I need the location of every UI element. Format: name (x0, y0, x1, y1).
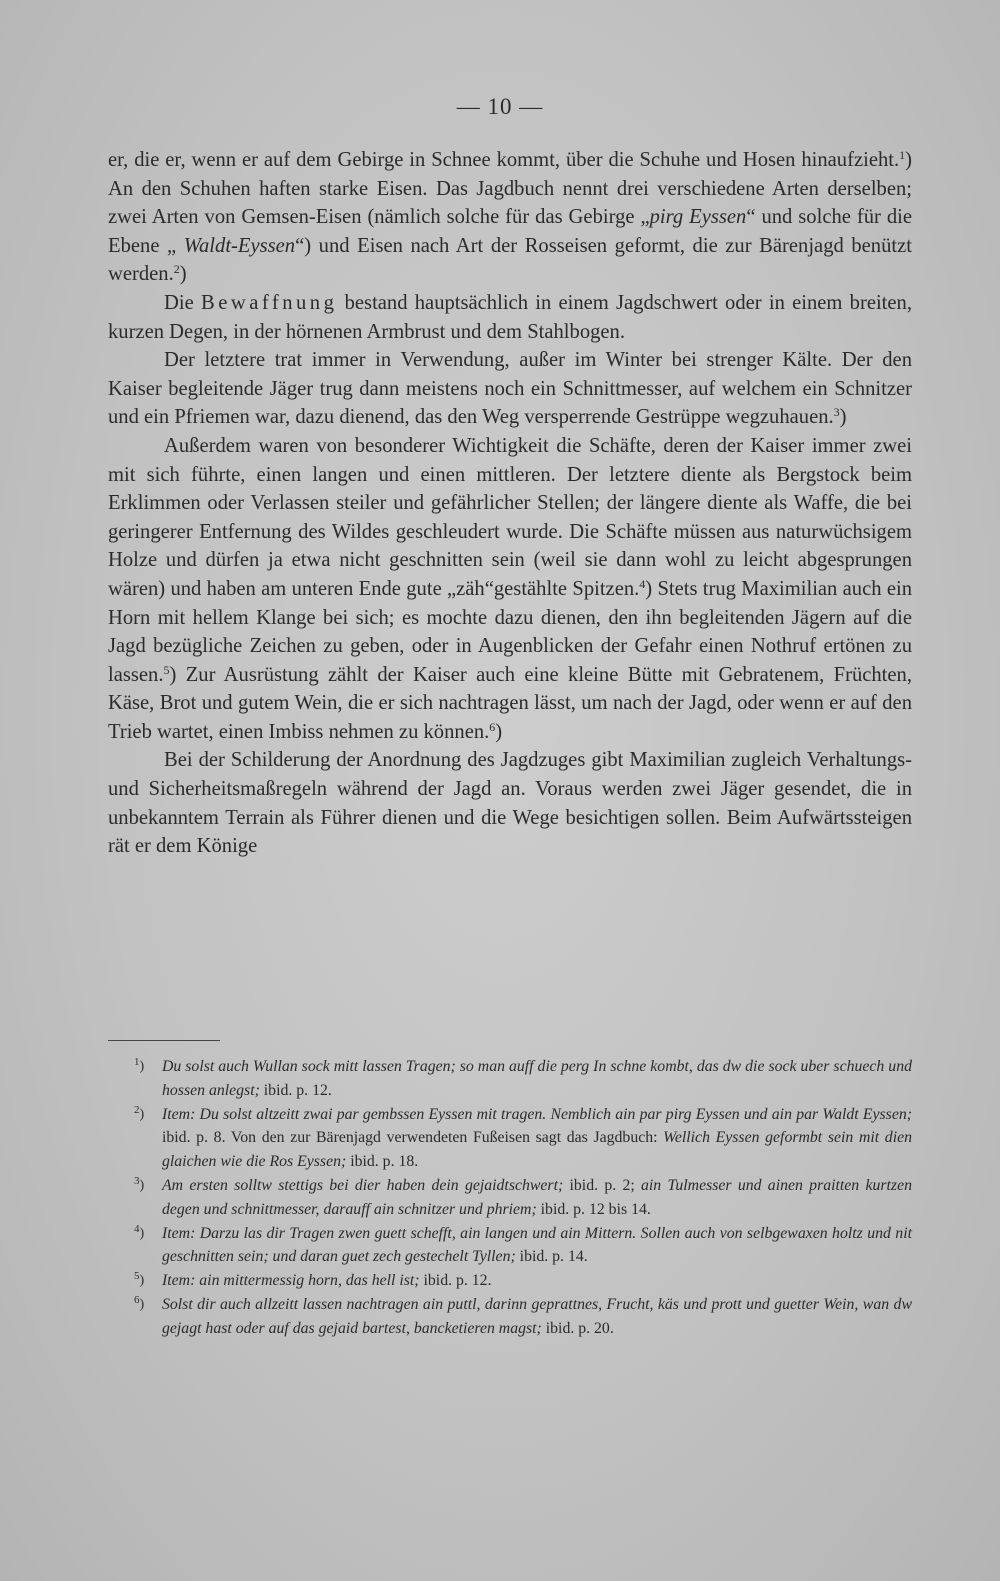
footnote-marker-number: 6 (134, 1293, 140, 1306)
italic-quote: Am ersten solltw stettigs bei dier haben dein gejaidtschwert; (162, 1176, 564, 1194)
footnote-marker: $^4$) (134, 1222, 145, 1241)
text-run: ) Stets trug Maximilian auch ein Horn mit hellem Klange bei sich; es mochte dazu dienen, den ihn begleitenden Jägern auf die Jagd bezügliche Zeichen zu geben, oder in Augenblicken der Gefahr einen Nothruf ertönen zu lassen. (108, 577, 912, 686)
footnote-ref: 4 (639, 576, 646, 591)
italic-quote: Item: Darzu las dir Tragen zwen guett schefft, ain langen und ain Mittern. Sollen auch von selbgewaxen holtz und nit geschnitten sein; und daran guet zech gestechelt Tyllen; (162, 1224, 912, 1266)
spaced-emphasis: Bewaffnung (200, 291, 338, 314)
text-run: ) An den Schuhen haften starke Eisen. Das Jagdbuch nennt drei verschiedene Arten derselben; zwei Arten von Gemsen-Eisen (nämlich solche für das Gebirge „ (108, 149, 912, 229)
text-run: ibid. p. 12. (419, 1272, 492, 1290)
paragraph-5 (108, 746, 912, 860)
paragraph-1 (108, 146, 912, 289)
text-run: Bei der Schilderung der Anordnung des Jagdzuges gibt Maximilian zugleich Verhaltungs- und Sicherheitsmaßregeln während der Jagd an. Voraus werden zwei Jäger gesendet, die in unbekanntem Terrain als Führer dienen und die Wege besichtigen sollen. Beim Aufwärtssteigen rät er dem Könige (108, 749, 912, 858)
text-run: bestand hauptsächlich in einem Jagdschwert oder in einem breiten, kurzen Degen, in der hörnenen Armbrust und dem Stahlbogen. (108, 291, 912, 343)
italic-quote: Du solst auch Wullan sock mitt lassen Tragen; so man auff die perg In schne kombt, das dw die sock uber schuech und hossen anlegst; (162, 1058, 912, 1099)
text-run: ) (495, 720, 503, 743)
footnote-marker-number: 4 (134, 1222, 140, 1235)
text-run: ) Zur Ausrüstung zählt der Kaiser auch eine kleine Bütte mit Gebratenem, Früchten, Käse, Brot und gutem Wein, die er sich nachtragen lässt, um nach der Jagd, oder wenn er auf den Trieb wartet, einen Imbiss nehmen zu können. (108, 663, 912, 743)
text-run: Die (164, 291, 201, 314)
footnote-4 (134, 1222, 912, 1270)
italic-quote: pirg Eyssen (649, 206, 747, 229)
footnote-marker: $^6$) (134, 1293, 145, 1312)
text-run: ibid. p. 18. (346, 1153, 419, 1171)
footnote-marker: $^3$) (134, 1174, 145, 1193)
footnote-marker-number: 5 (134, 1270, 140, 1283)
text-run: “) und Eisen nach Art der Rosseisen geformt, die zur Bärenjagd benützt werden. (108, 234, 912, 286)
footnote-1 (134, 1055, 912, 1103)
paragraph-3 (108, 346, 912, 432)
footnotes (134, 1055, 912, 1341)
text-run: ibid. p. 2; (563, 1176, 642, 1194)
text-run: “ und solche für die Ebene „ (108, 206, 912, 257)
italic-quote: ain Tulmesser und ainen praitten kurtzen degen und schnittmesser, darauff ain schnitzer und phriem; (162, 1176, 912, 1218)
main-text (108, 146, 912, 861)
italic-quote: Wellich Eyssen geformbt sein mit dien glaichen wie die Ros Eyssen; (162, 1129, 912, 1171)
footnote-6 (134, 1293, 912, 1341)
text-run: Außerdem waren von besonderer Wichtigkeit die Schäfte, deren der Kaiser immer zwei mit sich führte, einen langen und einen mittleren. Der letztere diente als Bergstock beim Erklimmen oder Verlassen steiler und gefährlicher Stellen; der längere diente als Waffe, die bei geringerer Entfernung des Wildes geschleudert wurde. Die Schäfte müssen aus naturwüchsigem Holze und dürfen ja etwa nicht geschnitten sein (weil sie dann wohl zu leicht abgesprungen wären) und haben am unteren Ende gute „zäh“gestählte Spitzen. (108, 434, 912, 600)
page-number: — 10 — (456, 94, 544, 119)
footnote-3 (134, 1174, 912, 1222)
footnote-ref: 5 (163, 662, 170, 677)
paragraph-4 (108, 432, 912, 747)
footnote-marker: $^5$) (134, 1270, 145, 1289)
text-run: ibid. p. 20. (541, 1319, 614, 1337)
footnote-marker-number: 2 (134, 1103, 140, 1116)
footnote-marker-number: 1 (134, 1056, 140, 1068)
text-run: ibid. p. 14. (515, 1248, 588, 1266)
footnote-ref: 2 (173, 262, 180, 277)
italic-quote: Item: Du solst altzeitt zwai par gembssen Eyssen mit tragen. Nemblich ain par pirg Eyssen und ain par Waldt Eyssen; (162, 1105, 912, 1123)
italic-quote: Solst dir auch allzeitt lassen nachtragen ain puttl, darinn geprattnes, Frucht, käs und prott und guetter Wein, wan dw gejagt hast oder auf das gejaid bartest, bancketieren magst; (162, 1295, 912, 1337)
text-run: Der letztere trat immer in Verwendung, außer im Winter bei strenger Kälte. Der den Kaiser begleitende Jäger trug dann meistens noch ein Schnittmesser, auf welchem ein Schnitzer und ein Pfriemen war, dazu dienend, das den Weg versperrende Gestrüppe wegzuhauen. (108, 349, 912, 429)
italic-quote: Item: ain mittermessig horn, das hell ist; (162, 1272, 420, 1290)
footnote-marker: $^1$) (134, 1056, 145, 1074)
footnote-ref: 3 (833, 405, 840, 420)
text-run: ibid. p. 12 bis 14. (536, 1200, 651, 1218)
footnote-divider (108, 1040, 220, 1041)
footnote-5 (134, 1269, 912, 1293)
footnote-ref: 1 (899, 148, 906, 162)
text-run: ) (179, 263, 187, 286)
text-run: ibid. p. 12. (259, 1081, 332, 1099)
footnote-2 (134, 1103, 912, 1174)
footnote-marker-number: 3 (134, 1174, 140, 1187)
text-run: ibid. p. 8. Von den zur Bärenjagd verwendeten Fußeisen sagt das Jagdbuch: (162, 1129, 664, 1147)
text-run: ) (839, 406, 847, 429)
footnote-marker: $^2$) (134, 1103, 145, 1122)
paragraph-2 (108, 289, 912, 346)
italic-quote: Waldt-Eyssen (183, 234, 296, 257)
footnote-ref: 6 (489, 719, 496, 734)
text-run: er, die er, wenn er auf dem Gebirge in Schnee kommt, über die Schuhe und Hosen hinaufzieht. (108, 149, 900, 171)
